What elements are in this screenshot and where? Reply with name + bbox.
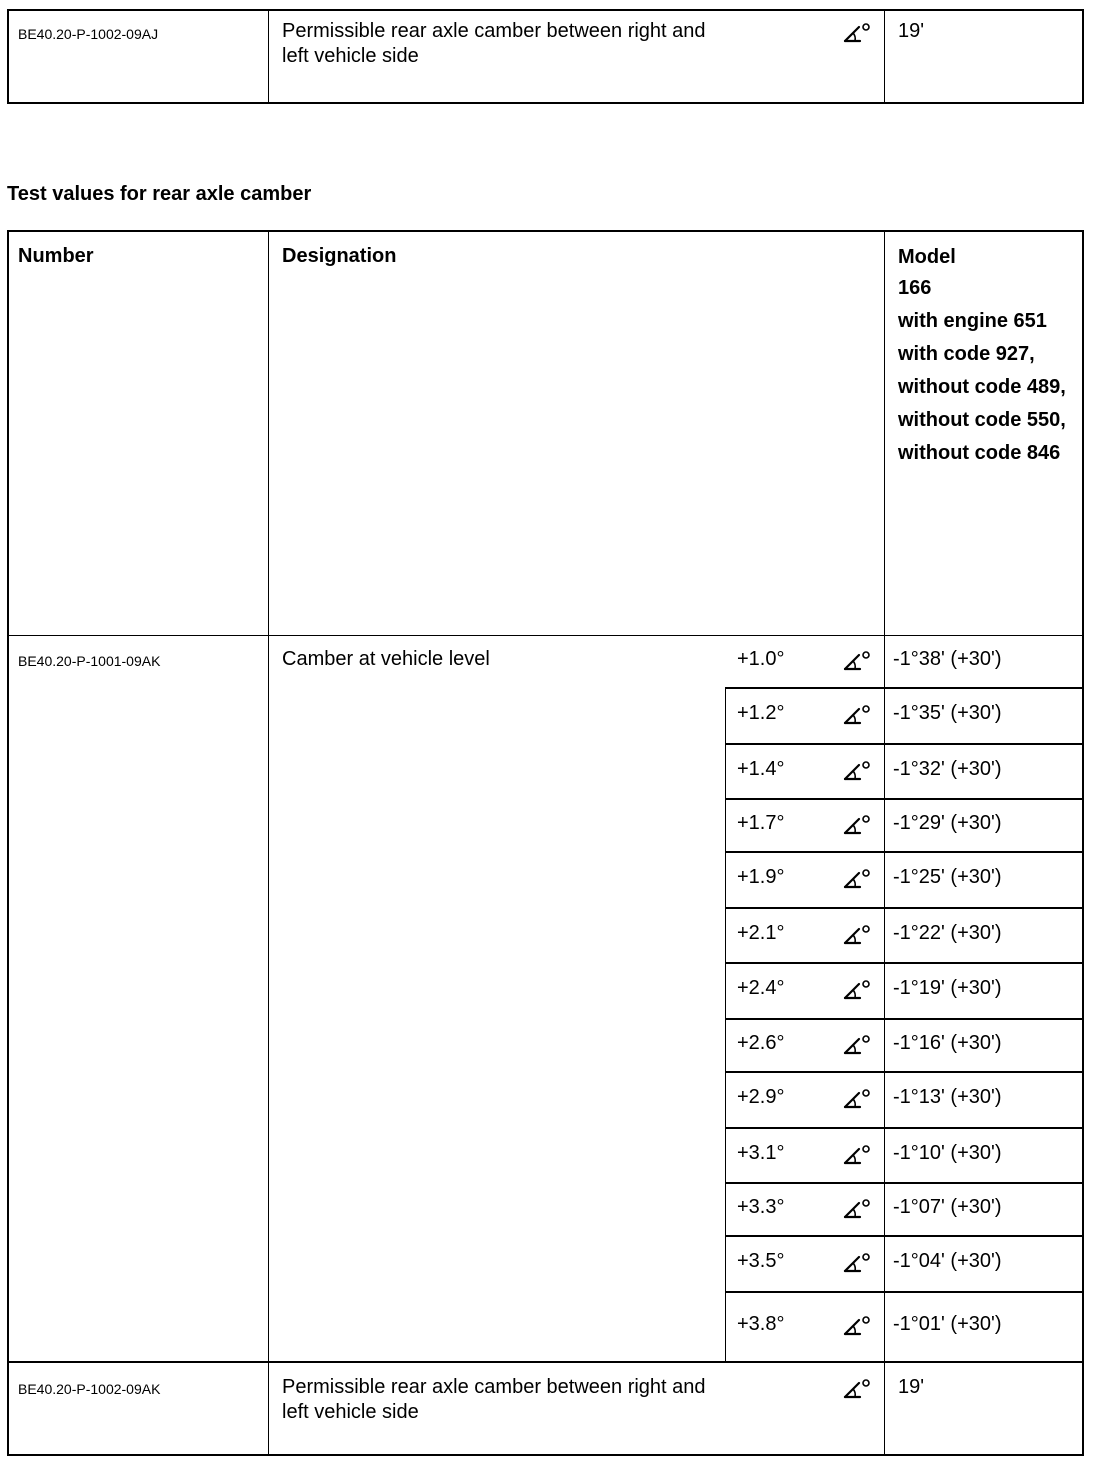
angle-degree-icon xyxy=(842,814,872,836)
camber-row-separator xyxy=(725,798,1084,800)
camber-tolerance: (+30') xyxy=(950,702,1002,724)
camber-row-separator xyxy=(725,962,1084,964)
camber-angle: -1°16' xyxy=(893,1031,945,1054)
camber-angle: -1°22' xyxy=(893,921,945,944)
camber-angle: -1°10' xyxy=(893,1141,945,1164)
camber-value xyxy=(893,1250,1002,1273)
camber-value xyxy=(893,1142,1002,1165)
camber-row-separator xyxy=(725,1235,1084,1237)
camber-value xyxy=(893,1313,1002,1336)
camber-row-separator xyxy=(725,743,1084,745)
camber-row-separator xyxy=(725,851,1084,853)
camber-tolerance: (+30') xyxy=(950,1250,1002,1272)
angle-degree-icon xyxy=(842,1034,872,1056)
camber-angle: -1°38' xyxy=(893,648,945,670)
camber-level: +3.3° xyxy=(737,1195,785,1218)
section-title: Test values for rear axle camber xyxy=(7,183,312,205)
camber-level: +2.4° xyxy=(737,977,785,999)
camber-value xyxy=(893,866,1002,889)
camber-angle: -1°29' xyxy=(893,811,945,834)
camber-angle: -1°13' xyxy=(893,1086,945,1108)
angle-degree-icon xyxy=(842,1144,872,1166)
top-row-divider-2 xyxy=(884,9,885,104)
camber-value xyxy=(893,702,1002,725)
camber-level: +2.9° xyxy=(737,1086,785,1108)
bottom-row-value: 19' xyxy=(898,1376,925,1398)
camber-angle: -1°25' xyxy=(893,866,945,888)
camber-value xyxy=(893,1032,1002,1055)
camber-tolerance: (+30') xyxy=(950,1312,1002,1335)
camber-tolerance: (+30') xyxy=(950,757,1002,780)
camber-angle: -1°07' xyxy=(893,1195,945,1218)
model-line-4: without code 489, xyxy=(898,376,1066,398)
camber-level: +1.9° xyxy=(737,866,785,888)
camber-level: +1.0° xyxy=(737,648,785,670)
angle-degree-icon xyxy=(842,1378,872,1400)
col-divider-model xyxy=(884,230,885,1456)
camber-row-separator xyxy=(725,687,1084,689)
camber-tolerance: (+30') xyxy=(950,648,1002,670)
camber-value xyxy=(893,1196,1002,1219)
camber-tolerance: (+30') xyxy=(950,1195,1002,1218)
header-separator xyxy=(7,635,1084,636)
camber-level: +1.7° xyxy=(737,811,785,834)
camber-tolerance: (+30') xyxy=(950,977,1002,999)
camber-level: +3.5° xyxy=(737,1250,785,1272)
camber-level: +3.1° xyxy=(737,1141,785,1164)
model-line-1: 166 xyxy=(898,277,932,299)
camber-angle: -1°32' xyxy=(893,757,945,780)
bottom-row-designation: Permissible rear axle camber between right and left vehicle side xyxy=(282,1376,706,1423)
angle-degree-icon xyxy=(842,22,872,44)
angle-degree-icon xyxy=(842,760,872,782)
camber-row-designation: Camber at vehicle level xyxy=(282,648,490,670)
header-number: Number xyxy=(18,245,94,267)
camber-row-separator xyxy=(725,1291,1084,1293)
bottom-row-number: BE40.20-P-1002-09AK xyxy=(18,1381,161,1397)
camber-angle: -1°19' xyxy=(893,977,945,999)
header-designation: Designation xyxy=(282,245,397,267)
angle-degree-icon xyxy=(842,1252,872,1274)
angle-degree-icon xyxy=(842,1088,872,1110)
angle-degree-icon xyxy=(842,924,872,946)
camber-row-separator xyxy=(725,1071,1084,1073)
bottom-row-separator xyxy=(7,1361,1084,1363)
angle-degree-icon xyxy=(842,979,872,1001)
col-divider-level xyxy=(725,688,726,1362)
angle-degree-icon xyxy=(842,704,872,726)
model-line-3: with code 927, xyxy=(898,343,1035,365)
camber-angle: -1°01' xyxy=(893,1312,945,1335)
camber-value xyxy=(893,758,1002,781)
model-line-2: with engine 651 xyxy=(898,310,1047,332)
header-model xyxy=(898,245,1073,466)
camber-level: +1.4° xyxy=(737,757,785,780)
model-line-6: without code 846 xyxy=(898,442,1061,464)
camber-tolerance: (+30') xyxy=(950,866,1002,888)
top-row-number: BE40.20-P-1002-09AJ xyxy=(18,26,159,42)
camber-angle: -1°35' xyxy=(893,702,945,724)
camber-value xyxy=(893,648,1002,671)
top-row-designation: Permissible rear axle camber between right and left vehicle side xyxy=(282,20,706,67)
camber-level: +3.8° xyxy=(737,1312,785,1335)
angle-degree-icon xyxy=(842,650,872,672)
model-line-5: without code 550, xyxy=(898,409,1066,431)
camber-value xyxy=(893,1086,1002,1109)
camber-row-separator xyxy=(725,1127,1084,1129)
camber-level: +1.2° xyxy=(737,702,785,724)
camber-tolerance: (+30') xyxy=(950,1141,1002,1164)
camber-value xyxy=(893,977,1002,1000)
camber-value xyxy=(893,812,1002,835)
angle-degree-icon xyxy=(842,868,872,890)
camber-row-separator xyxy=(725,907,1084,909)
camber-tolerance: (+30') xyxy=(950,811,1002,834)
camber-level: +2.6° xyxy=(737,1031,785,1054)
camber-tolerance: (+30') xyxy=(950,1086,1002,1108)
camber-tolerance: (+30') xyxy=(950,921,1002,944)
camber-row-separator xyxy=(725,1182,1084,1184)
camber-value xyxy=(893,922,1002,945)
col-divider-number xyxy=(268,230,269,1456)
top-row-value: 19' xyxy=(898,20,925,42)
model-line-0: Model xyxy=(898,246,956,268)
top-row-divider-1 xyxy=(268,9,269,104)
angle-degree-icon xyxy=(842,1198,872,1220)
camber-tolerance: (+30') xyxy=(950,1031,1002,1054)
camber-row-separator xyxy=(725,1018,1084,1020)
camber-angle: -1°04' xyxy=(893,1250,945,1272)
camber-level: +2.1° xyxy=(737,921,785,944)
angle-degree-icon xyxy=(842,1315,872,1337)
camber-row-number: BE40.20-P-1001-09AK xyxy=(18,653,161,669)
